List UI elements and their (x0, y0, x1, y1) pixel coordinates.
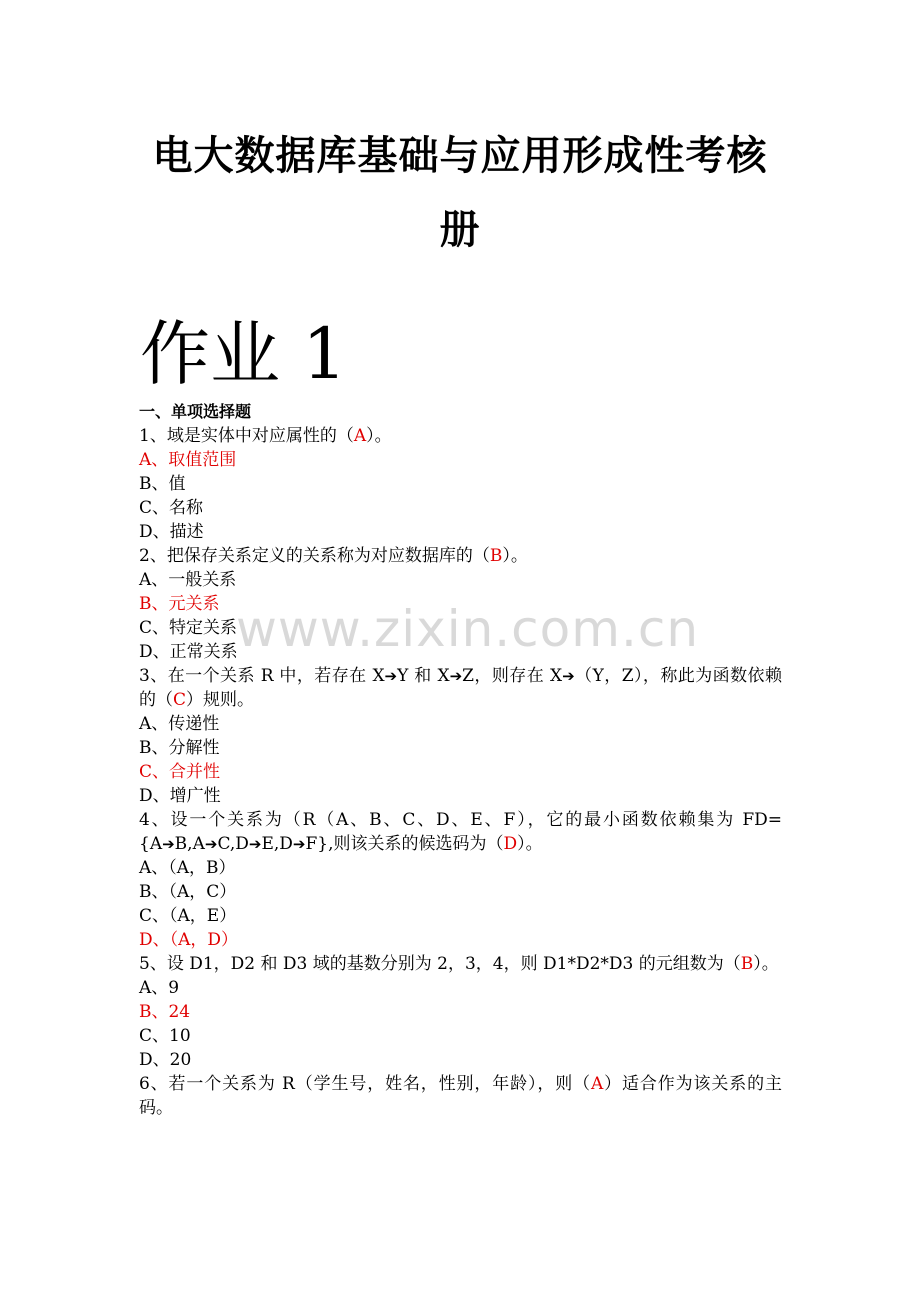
option: D、正常关系 (139, 642, 238, 662)
arrow-icon: ➔ (449, 667, 463, 685)
section-heading: 一、单项选择题 (139, 402, 252, 421)
question-1: 1、域是实体中对应属性的（A）。 (139, 426, 392, 446)
arrow-icon: ➔ (204, 835, 218, 853)
option-correct: A、取值范围 (139, 450, 237, 470)
document-title-line-1: 电大数据库基础与应用形成性考核 (152, 132, 768, 179)
arrow-icon: ➔ (384, 667, 398, 685)
option: C、名称 (139, 498, 204, 518)
option: B、分解性 (139, 738, 220, 758)
arrow-icon: ➔ (562, 667, 575, 685)
question-2: 2、把保存关系定义的关系称为对应数据库的（B）。 (139, 546, 528, 566)
option-correct: B、元关系 (139, 594, 220, 614)
question-6: 6、若一个关系为 R（学生号，姓名，性别，年龄），则（A）适合作为该关系的主码。 (139, 1074, 782, 1118)
answer-mark: A (591, 1074, 604, 1094)
question-3: 3、在一个关系 R 中，若存在 X➔Y 和 X➔Z，则存在 X➔（Y，Z），称此为函数依赖的（C）规则。 (139, 666, 782, 710)
answer-mark: B (740, 954, 754, 974)
question-5: 5、设 D1，D2 和 D3 域的基数分别为 2，3，4，则 D1*D2*D3 的元组数为（B）。 (139, 954, 779, 974)
option-correct: B、24 (139, 1002, 191, 1022)
arrow-icon: ➔ (292, 835, 306, 853)
answer-mark: A (353, 426, 367, 446)
option: A、9 (139, 978, 180, 998)
option: C、（A，E） (139, 906, 237, 926)
answer-mark: D (503, 834, 518, 854)
arrow-icon: ➔ (248, 835, 262, 853)
option: D、20 (139, 1050, 192, 1070)
option: B、（A，C） (139, 882, 237, 902)
option-correct: C、合并性 (139, 762, 221, 782)
answer-mark: C (173, 690, 187, 710)
option-correct: D、（A，D） (139, 930, 239, 950)
option: A、（A，B） (139, 858, 236, 878)
document-title-line-2: 册 (439, 206, 481, 253)
option: C、特定关系 (139, 618, 238, 638)
option: D、描述 (139, 522, 204, 542)
question-4: 4、设一个关系为（R（A、B、C、D、E、F），它的最小函数依赖集为 FD={A➔B,A➔C,D➔E,D➔F},则该关系的候选码为（D）。 (139, 810, 782, 854)
option: D、增广性 (139, 786, 221, 806)
answer-mark: B (489, 546, 503, 566)
question-list (139, 400, 782, 1120)
option: C、10 (139, 1026, 191, 1046)
arrow-icon: ➔ (162, 835, 175, 853)
option: A、传递性 (139, 714, 220, 734)
option: B、值 (139, 474, 186, 494)
watermark: www.zixin.com.cn (236, 600, 700, 658)
homework-heading: 作业 1 (140, 313, 347, 395)
option: A、一般关系 (139, 570, 237, 590)
